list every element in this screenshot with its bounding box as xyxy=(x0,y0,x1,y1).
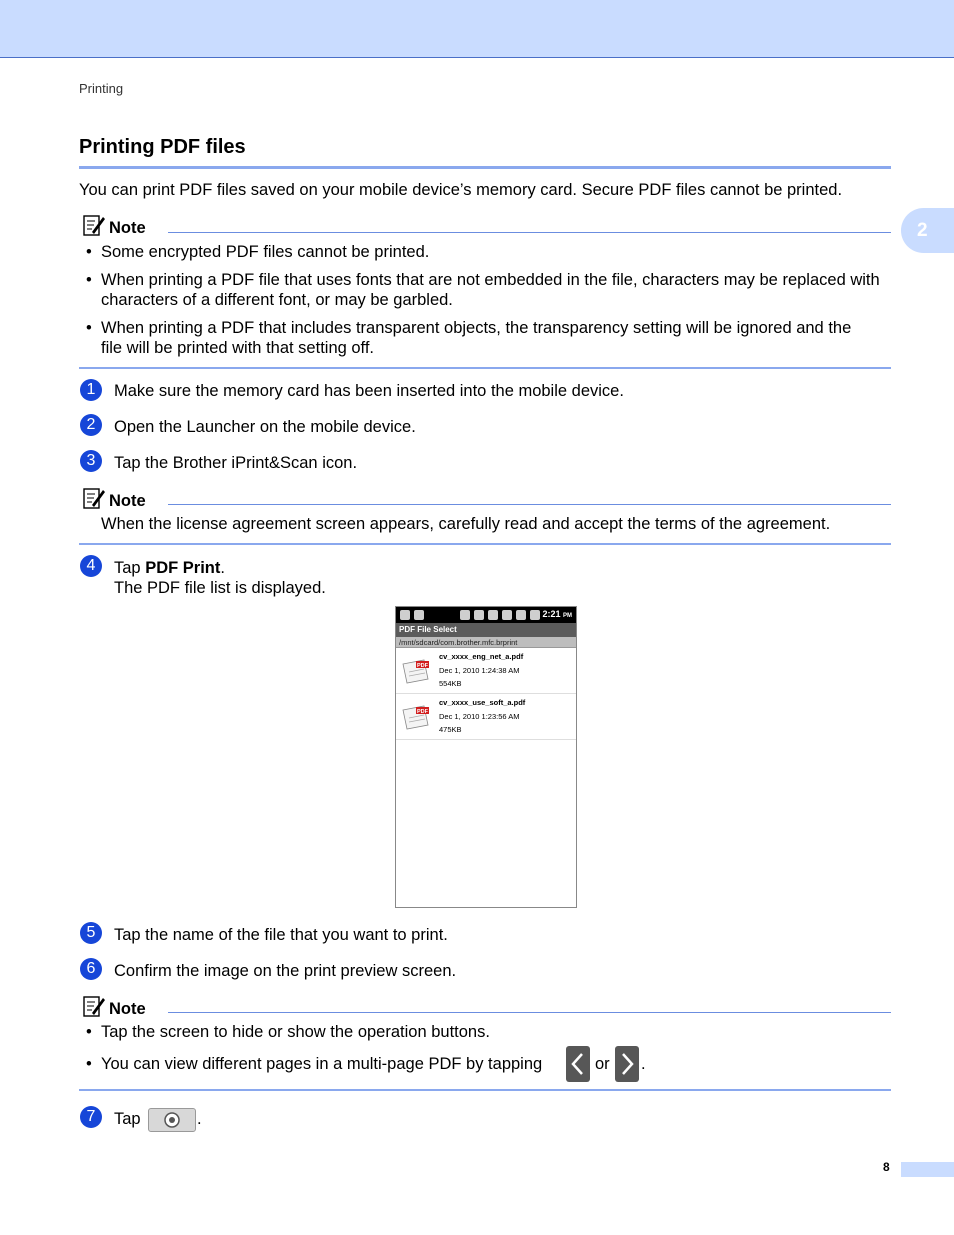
step-text: Tap the Brother iPrint&Scan icon. xyxy=(114,454,358,472)
phone-screenshot xyxy=(395,606,577,908)
chapter-tab: 2 xyxy=(901,208,954,253)
or-text: or xyxy=(595,1055,610,1073)
note-bullet-text: When printing a PDF file that uses fonts that are not embedded in the file, characters may be replaced with xyxy=(101,271,880,289)
note-heading xyxy=(82,992,146,1018)
bullet-marker: • xyxy=(86,271,92,289)
step-number: 7 xyxy=(80,1106,102,1128)
signal-icon xyxy=(516,610,526,620)
svg-text:PDF: PDF xyxy=(417,663,428,669)
step-number: 6 xyxy=(80,958,102,980)
step-subtext: The PDF file list is displayed. xyxy=(114,579,326,597)
note-bullet-text: You can view different pages in a multi-page PDF by tapping xyxy=(101,1055,543,1073)
status-bar xyxy=(396,607,576,623)
note-label: Note xyxy=(109,492,146,510)
note-label: Note xyxy=(109,219,146,237)
step-text: Open the Launcher on the mobile device. xyxy=(114,418,416,436)
step-number: 3 xyxy=(80,450,102,472)
bluetooth-icon xyxy=(460,610,470,620)
top-header-band xyxy=(0,0,954,58)
pdf-print-label: PDF Print xyxy=(145,559,221,577)
note-bullet-text: When printing a PDF that includes transparent objects, the transparency setting will be ignored and the xyxy=(101,319,852,337)
battery-icon xyxy=(530,610,540,620)
step-text: Tap xyxy=(114,1110,141,1128)
usb-icon xyxy=(414,610,424,620)
period-text: . xyxy=(641,1055,646,1073)
previous-page-button[interactable] xyxy=(566,1046,590,1082)
note-bullet-text: characters of a different font, or may be garbled. xyxy=(101,291,453,309)
intro-text: You can print PDF files saved on your mobile device’s memory card. Secure PDF files cannot be printed. xyxy=(79,181,843,199)
page-number: 8 xyxy=(883,1160,890,1174)
chevron-right-icon xyxy=(615,1046,639,1082)
bullet-marker: • xyxy=(86,1055,92,1073)
step-text: Confirm the image on the print preview screen. xyxy=(114,962,457,980)
pdf-file-icon xyxy=(400,704,430,730)
note-heading xyxy=(82,484,146,510)
alarm-icon xyxy=(488,610,498,620)
status-time: 2:21 PM xyxy=(542,609,572,619)
note-pencil-icon xyxy=(82,486,106,510)
step-text: Make sure the memory card has been inserted into the mobile device. xyxy=(114,382,624,400)
period-text: . xyxy=(197,1110,202,1128)
note-end-rule xyxy=(79,1089,891,1091)
section-title: Printing PDF files xyxy=(79,136,246,158)
step-number: 1 xyxy=(80,379,102,401)
file-list-item[interactable] xyxy=(396,648,576,694)
page-number-bar xyxy=(901,1162,954,1177)
next-page-button[interactable] xyxy=(615,1046,639,1082)
file-name: cv_xxxx_eng_net_a.pdf xyxy=(439,652,524,661)
bullet-marker: • xyxy=(86,243,92,261)
bullet-marker: • xyxy=(86,1023,92,1041)
notification-icon xyxy=(400,610,410,620)
note-end-rule xyxy=(79,367,891,369)
file-date: Dec 1, 2010 1:24:38 AM xyxy=(439,666,520,675)
file-size: 475KB xyxy=(439,725,462,734)
print-icon xyxy=(149,1109,195,1131)
running-head: Printing xyxy=(79,81,124,96)
file-list-item[interactable] xyxy=(396,694,576,740)
note-text: When the license agreement screen appears, carefully read and accept the terms of the agreement. xyxy=(101,515,831,533)
screen-title: PDF File Select xyxy=(396,623,576,637)
note-bullet-text: Some encrypted PDF files cannot be printed. xyxy=(101,243,430,261)
sync-icon xyxy=(502,610,512,620)
file-size: 554KB xyxy=(439,679,462,688)
note-rule xyxy=(168,232,891,233)
note-heading xyxy=(82,211,146,237)
note-pencil-icon xyxy=(82,213,106,237)
note-end-rule xyxy=(79,543,891,545)
bullet-marker: • xyxy=(86,319,92,337)
note-pencil-icon xyxy=(82,994,106,1018)
note-rule xyxy=(168,1012,891,1013)
note-bullet-text: file will be printed with that setting off. xyxy=(101,339,375,357)
step-number: 2 xyxy=(80,414,102,436)
step-text: Tap PDF Print. xyxy=(114,559,225,577)
step-number: 5 xyxy=(80,922,102,944)
pdf-file-icon xyxy=(400,658,430,684)
note-bullet-text: Tap the screen to hide or show the operation buttons. xyxy=(101,1023,490,1041)
file-name: cv_xxxx_use_soft_a.pdf xyxy=(439,698,526,707)
step-text: Tap the name of the file that you want to print. xyxy=(114,926,448,944)
note-rule xyxy=(168,504,891,505)
chevron-left-icon xyxy=(566,1046,590,1082)
title-rule xyxy=(79,166,891,169)
print-button[interactable] xyxy=(148,1108,196,1132)
note-label: Note xyxy=(109,1000,146,1018)
file-date: Dec 1, 2010 1:23:56 AM xyxy=(439,712,520,721)
vibrate-icon xyxy=(474,610,484,620)
svg-text:PDF: PDF xyxy=(417,709,428,715)
step-number: 4 xyxy=(80,555,102,577)
folder-path: /mnt/sdcard/com.brother.mfc.brprint xyxy=(396,637,576,648)
